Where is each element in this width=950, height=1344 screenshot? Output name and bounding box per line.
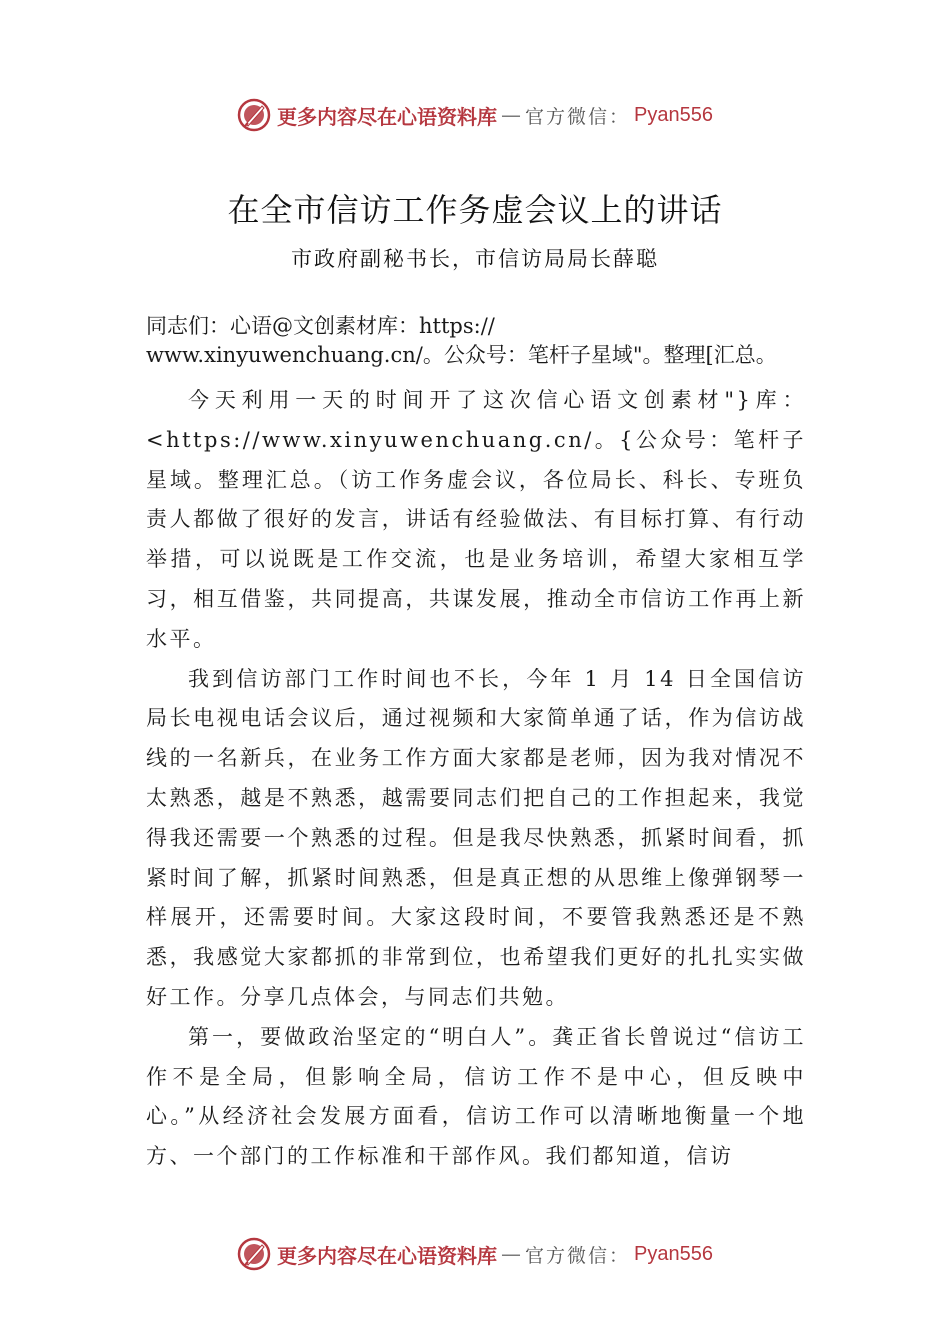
- document-body: [146, 312, 806, 1177]
- watermark-wechat-id: Pyan556: [634, 103, 713, 126]
- paragraph-1: 今天利用一天的时间开了这次信心语文创素材"}库：<https://www.xinyuwenchuang.cn/。{公众号：笔杆子星域。整理汇总。（访工作务虚会议，各位局长、科长、专班负责人都做了很好的发言，讲话有经验做法、有目标打算、有行动举措，可以说既是工作交流，也是业务培训，希望大家相互学习，相互借鉴，共同提高，共谋发展，推动全市信访工作再上新水平。: [146, 388, 806, 651]
- paragraph-2: 我到信访部门工作时间也不长，今年 1 月 14 日全国信访局长电视电话会议后，通过视频和大家简单通了话，作为信访战线的一名新兵，在业务工作方面大家都是老师，因为我对情况不太熟悉，越是不熟悉，越需要同志们把自己的工作担起来，我觉得我还需要一个熟悉的过程。但是我尽快熟悉，抓紧时间看，抓紧时间了解，抓紧时间熟悉，但是真正想的从思维上像弹钢琴一样展开，还需要时间。大家这段时间，不要管我熟悉还是不熟悉，我感觉大家都抓的非常到位，也希望我们更好的扎扎实实做好工作。分享几点体会，与同志们共勉。: [146, 666, 806, 1009]
- watermark-banner-top: [0, 95, 950, 135]
- paragraph-3: 第一，要做政治坚定的“明白人”。龚正省长曾说过“信访工作不是全局，但影响全局，信访工作不是中心，但反映中心。”从经济社会发展方面看，信访工作可以清晰地衡量一个地方、一个部门的工作标准和干部作风。我们都知道，信访: [146, 1024, 806, 1169]
- watermark-main-text: 更多内容尽在心语资料库: [277, 1243, 497, 1268]
- watermark-wechat-label: 官方微信：: [525, 105, 631, 128]
- greeting-line-1: 同志们：心语@文创素材库：https://: [146, 314, 495, 338]
- document-subtitle: 市政府副秘书长，市信访局局长薛聪: [291, 247, 659, 271]
- watermark-main-text: 更多内容尽在心语资料库: [277, 104, 497, 129]
- watermark-dash: —: [501, 103, 521, 127]
- watermark-dash: —: [501, 1242, 521, 1266]
- document-title: 在全市信访工作务虚会议上的讲话: [227, 191, 723, 229]
- quill-seal-icon: [237, 98, 271, 132]
- watermark-banner-bottom: [0, 1234, 950, 1274]
- watermark-wechat-label: 官方微信：: [525, 1244, 631, 1267]
- greeting-line-2: www.xinyuwenchuang.cn/。公众号：笔杆子星域"。整理[汇总。: [146, 343, 777, 367]
- watermark-wechat-id: Pyan556: [634, 1242, 713, 1265]
- greeting: [146, 312, 866, 370]
- quill-seal-icon: [237, 1237, 271, 1271]
